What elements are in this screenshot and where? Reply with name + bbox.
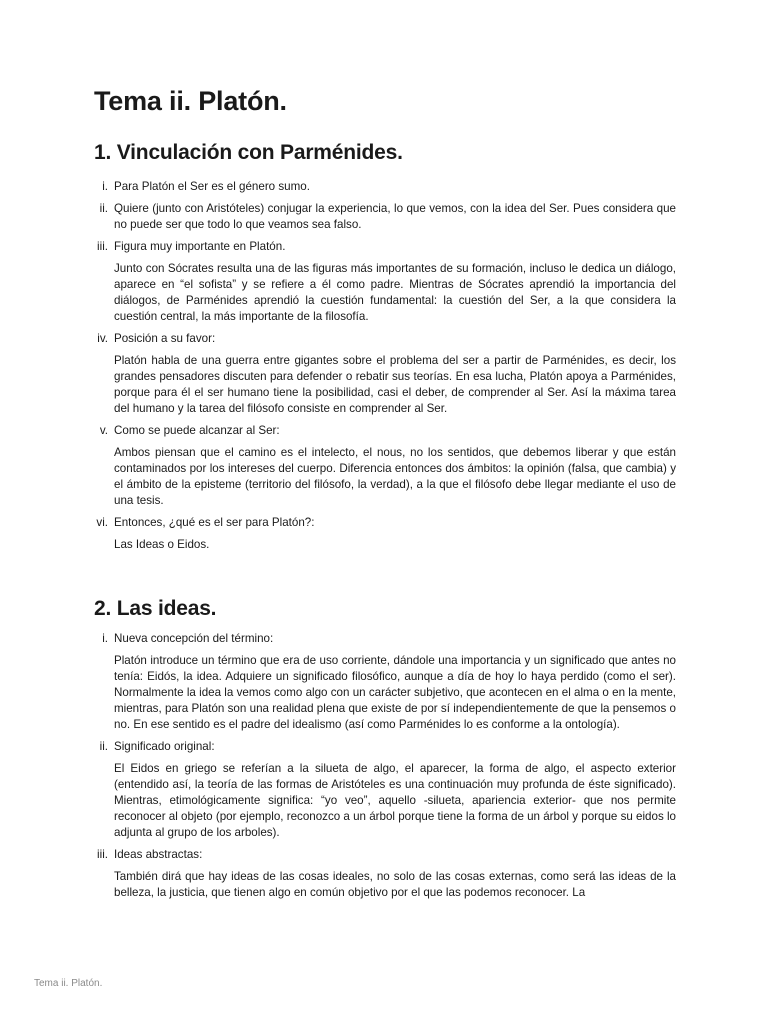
item-body: Platón introduce un término que era de uso corriente, dándole una importancia y un significado que antes no tenía: Eidós, la idea. Adquiere un significado filosófico, aunque a día de hoy lo haya perdido (como el ser). Normalmente la idea la vemos como algo con un carácter subjetivo, que acontecen en el alma o en la mente, mientras, para Platón son una realidad plena que existe de por sí independientemente de que la pensemos o no. En ese sentido es el padre del idealismo (así como Parménides lo es conforme a la ontología). bbox=[114, 654, 676, 731]
section-list bbox=[94, 631, 676, 901]
section-las-ideas bbox=[94, 597, 676, 907]
list-numeral: i. bbox=[102, 632, 108, 645]
list-item bbox=[94, 739, 676, 841]
item-text: Ideas abstractas: bbox=[114, 848, 203, 861]
list-numeral: iii. bbox=[97, 240, 108, 253]
list-item bbox=[94, 201, 676, 233]
item-text: Para Platón el Ser es el género sumo. bbox=[114, 180, 310, 193]
item-text: Como se puede alcanzar al Ser: bbox=[114, 424, 280, 437]
item-body: Platón habla de una guerra entre gigantes sobre el problema del ser a partir de Parménides, es decir, los grandes pensadores discuten para defender o rebatir sus teorías. En esa lucha, Platón apoya a Parménides, porque para él el ser humano tiene la posibilidad, casi el deber, de comprender al Ser. Así la máxima tarea del humano y la tarea del filósofo consiste en comprender al Ser. bbox=[114, 354, 676, 415]
item-body: También dirá que hay ideas de las cosas ideales, no solo de las cosas externas, como será las ideas de la belleza, la justicia, que tienen algo en común objetivo por el que las podemos reconocer. La bbox=[114, 870, 676, 899]
item-text: Nueva concepción del término: bbox=[114, 632, 274, 645]
item-text: Posición a su favor: bbox=[114, 332, 216, 345]
list-item bbox=[94, 331, 676, 417]
list-item bbox=[94, 423, 676, 509]
item-body: Ambos piensan que el camino es el intelecto, el nous, no los sentidos, que debemos liberar y que están contaminados por los intereses del cuerpo. Diferencia entonces dos ámbitos: la opinión (falsa, que cambia) y el ámbito de la episteme (territorio del filósofo, la verdad), a la que el filósofo debe llegar mediante el uso de una tesis. bbox=[114, 446, 676, 507]
list-numeral: iii. bbox=[97, 848, 108, 861]
item-text: Entonces, ¿qué es el ser para Platón?: bbox=[114, 516, 315, 529]
section-title: 1. Vinculación con Parménides. bbox=[94, 141, 403, 164]
list-item bbox=[94, 847, 676, 901]
item-text: Figura muy importante en Platón. bbox=[114, 240, 286, 253]
list-item bbox=[94, 631, 676, 733]
page-title: Tema ii. Platón. bbox=[94, 86, 287, 116]
list-numeral: iv. bbox=[97, 332, 108, 345]
list-item bbox=[94, 515, 676, 553]
list-numeral: vi. bbox=[96, 516, 108, 529]
page-footer: Tema ii. Platón. bbox=[34, 978, 103, 989]
list-numeral: ii. bbox=[99, 202, 108, 215]
section-title: 2. Las ideas. bbox=[94, 597, 217, 620]
section-list bbox=[94, 179, 676, 553]
item-body: Las Ideas o Eidos. bbox=[114, 538, 210, 551]
list-item bbox=[94, 239, 676, 325]
item-text: Quiere (junto con Aristóteles) conjugar la experiencia, lo que vemos, con la idea del Ser. Pues considera que no puede ser que todo lo que veamos sea falso. bbox=[114, 202, 676, 231]
item-text: Significado original: bbox=[114, 740, 215, 753]
item-body: Junto con Sócrates resulta una de las figuras más importantes de su formación, incluso le dedica un diálogo, aparece en “el sofista” y se refiere a él como padre. Mientras de Sócrates aprendió la importancia del diálogos, de Parménides aprendió la cuestión fundamental: la cuestión del Ser, a la que considera la cuestión central, la más importante de la filosofía. bbox=[114, 262, 676, 323]
list-numeral: ii. bbox=[99, 740, 108, 753]
list-numeral: v. bbox=[99, 424, 108, 437]
list-numeral: i. bbox=[102, 180, 108, 193]
list-item bbox=[94, 179, 676, 195]
section-vinculacion bbox=[94, 141, 676, 559]
item-body: El Eidos en griego se referían a la silueta de algo, el aparecer, la forma de algo, el aspecto exterior (entendido así, la teoría de las formas de Aristóteles es una continuación muy profunda de éste significado). Mientras, etimológicamente significa: “yo veo”, aquello -silueta, apariencia exterior- que nos permite reconocer al objeto (por ejemplo, reconozco a un árbol porque tiene la forma de un árbol y porque su eidos lo adjunta al grupo de los arboles). bbox=[114, 762, 676, 839]
